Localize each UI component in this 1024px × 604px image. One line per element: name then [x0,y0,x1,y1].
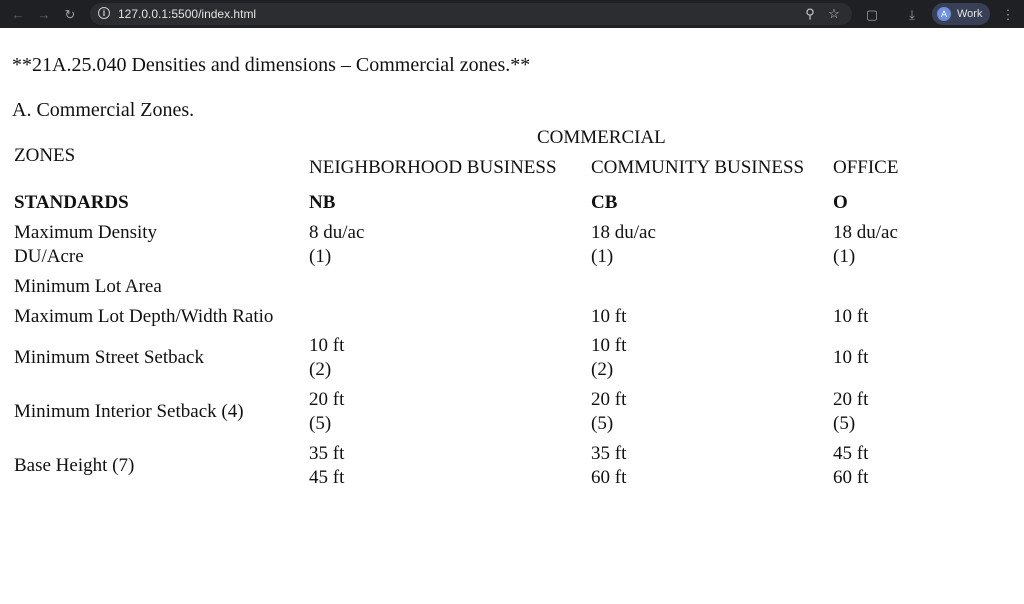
standards-label: STANDARDS [14,192,129,213]
zone-name-cb: COMMUNITY BUSINESS [591,157,805,178]
reload-icon[interactable]: ↻ [64,6,76,22]
cell-density-cb: 18 du/ac (1) [591,222,656,267]
profile-name: Work [957,8,983,20]
zone-code-cb: CB [591,192,618,213]
zone-name-nb: NEIGHBORHOOD BUSINESS [309,157,557,178]
row-label-base-height: Base Height (7) [14,455,135,476]
section-heading: A. Commercial Zones. [12,99,195,121]
address-bar[interactable] [90,3,852,25]
cell-density-o: 18 du/ac (1) [833,222,898,267]
url-text[interactable]: 127.0.0.1:5500/index.html [118,7,257,21]
zones-label: ZONES [14,145,76,166]
cell-ratio-o: 10 ft [833,306,869,327]
zone-name-o: OFFICE [833,157,899,178]
extensions-icon[interactable]: ▢ [865,6,879,22]
row-label-street-setback: Minimum Street Setback [14,347,204,368]
bookmark-star-icon[interactable]: ☆ [828,6,840,21]
menu-kebab-icon[interactable]: ⋮ [1001,6,1015,22]
avatar: A [937,7,951,21]
cell-height-nb: 35 ft 45 ft [309,443,345,488]
page-heading: **21A.25.040 Densities and dimensions – Commercial zones.** [12,54,531,76]
site-info-icon[interactable]: i [98,7,110,19]
cell-interior-o: 20 ft (5) [833,389,869,434]
download-icon[interactable]: ⤓ [909,6,915,22]
zone-code-o: O [833,192,848,213]
cell-street-cb: 10 ft (2) [591,335,627,380]
profile-button[interactable] [932,3,990,25]
row-label-min-lot-area: Minimum Lot Area [14,276,162,297]
cell-ratio-cb: 10 ft [591,306,627,327]
cell-interior-nb: 20 ft (5) [309,389,345,434]
back-icon[interactable]: ← [11,6,25,22]
page-content [0,28,1024,604]
forward-icon[interactable]: → [37,6,51,22]
cell-street-o: 10 ft [833,347,869,368]
group-header: COMMERCIAL [537,127,666,148]
row-label-interior-setback: Minimum Interior Setback (4) [14,401,244,422]
cell-street-nb: 10 ft (2) [309,335,345,380]
cell-height-cb: 35 ft 60 ft [591,443,627,488]
zone-code-nb: NB [309,192,336,213]
cell-height-o: 45 ft 60 ft [833,443,869,488]
row-label-max-density: Maximum Density DU/Acre [14,222,158,267]
row-label-lot-ratio: Maximum Lot Depth/Width Ratio [14,306,274,327]
cell-density-nb: 8 du/ac (1) [309,222,365,267]
cell-interior-cb: 20 ft (5) [591,389,627,434]
zoom-icon[interactable]: ⚲ [805,6,815,21]
browser-toolbar [0,0,1024,28]
